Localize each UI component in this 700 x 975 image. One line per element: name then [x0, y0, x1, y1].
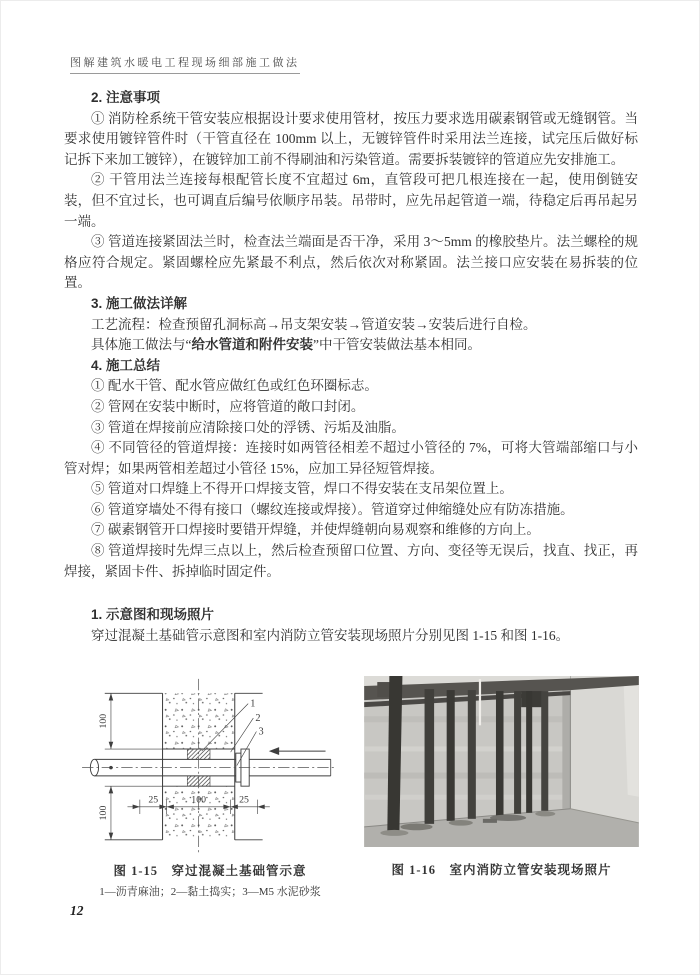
page-number: 12 [70, 903, 84, 918]
leader-label-1: 1 [250, 698, 256, 710]
summary-item-4: ④ 不同管径的管道焊接：连接时如两管径相差不超过小管径的 7%，可将大管端部缩口与小管对焊；如果两管相差超过小管径 15%，应加工异径短管焊接。 [64, 440, 638, 476]
summary-item-5: ⑤ 管道对口焊缝上不得开口焊接支管，焊口不得安装在支吊架位置上。 [91, 481, 513, 497]
dim-100-mid: 100 [191, 794, 207, 806]
same-as-line [64, 335, 638, 356]
summary-item-1: ① 配水干管、配水管应做红色或红色环圈标志。 [91, 378, 378, 394]
figure-1-16 [361, 672, 642, 899]
same-as-prefix: 具体施工做法与“ [91, 337, 192, 353]
same-as-suffix: ”中干管安装做法基本相同。 [313, 337, 481, 353]
figure-1-15-legend: 1—沥青麻油；2—黏土捣实；3—M5 水泥砂浆 [99, 886, 321, 898]
fire-riser-photo [364, 676, 639, 847]
heading-detail: 3. 施工做法详解 [91, 295, 188, 311]
heading-notes: 2. 注意事项 [91, 90, 161, 105]
heading-figures: 1. 示意图和现场照片 [91, 607, 215, 623]
page-body [64, 88, 638, 646]
figure-1-15-caption: 图 1-15 穿过混凝土基础管示意 [113, 864, 307, 878]
pipe-through-foundation-diagram [80, 672, 340, 857]
summary-item-8: ⑧ 管道焊接时先焊三点以上，然后检查预留口位置、方向、变径等无误后，找直、找正，再焊接，紧固卡件、拆掉临时固定件。 [64, 543, 638, 579]
figures-intro: 穿过混凝土基础管示意图和室内消防立管安装现场照片分别见图 1-15 和图 1-16。 [91, 627, 570, 643]
figure-row [64, 672, 642, 899]
heading-summary: 4. 施工总结 [91, 357, 161, 373]
notes-item-1: ① 消防栓系统干管安装应根据设计要求使用管材，按压力要求选用碳素钢管或无缝钢管。当要求使用镀锌管件时（干管直径在 100mm 以上，无镀锌管件时采用法兰连接，试完压后做好标记拆下来加工镀锌），在镀锌加工前不得刷油和污染管道。需要拆装镀锌的管道应先安排施工。 [64, 110, 638, 167]
leader-label-2: 2 [255, 713, 261, 725]
summary-item-3: ③ 管道在焊接前应清除接口处的浮锈、污垢及油脂。 [91, 419, 405, 435]
summary-item-6: ⑥ 管道穿墙处不得有接口（螺纹连接或焊接）。管道穿过伸缩缝处应有防冻措施。 [91, 501, 574, 517]
notes-item-2: ② 干管用法兰连接每根配管长度不宜超过 6m，直管段可把几根连接在一起，使用倒链安装，但不宜过长，也可调直后编号依顺序吊装。吊带时，应先吊起管道一端，待稳定后再吊起另一端。 [64, 172, 638, 229]
dim-100-bottom: 100 [97, 805, 109, 821]
figure-1-15 [64, 672, 356, 899]
running-header: 图解建筑水暖电工程现场细部施工做法 [70, 54, 300, 74]
dim-100-top: 100 [97, 713, 109, 729]
summary-item-7: ⑦ 碳素钢管开口焊接时要错开焊缝，并使焊缝朝向易观察和维修的方向上。 [91, 522, 540, 538]
notes-item-3: ③ 管道连接紧固法兰时，检查法兰端面是否干净，采用 3～5mm 的橡胶垫片。法兰螺栓的规格应符合规定。紧固螺栓应先紧最不利点，然后依次对称紧固。法兰接口应安装在易拆装的位置。 [64, 234, 638, 291]
figure-1-16-caption: 图 1-16 室内消防立管安装现场照片 [391, 863, 612, 877]
summary-item-2: ② 管网在安装中断时，应将管道的敞口封闭。 [91, 398, 365, 414]
process-line: 工艺流程：检查预留孔洞标高→吊支架安装→管道安装→安装后进行自检。 [91, 316, 537, 332]
dim-25-left: 25 [148, 794, 159, 806]
leader-label-3: 3 [258, 726, 264, 738]
dim-25-right: 25 [239, 794, 249, 806]
same-as-bold: 给水管道和附件安装 [191, 337, 313, 353]
